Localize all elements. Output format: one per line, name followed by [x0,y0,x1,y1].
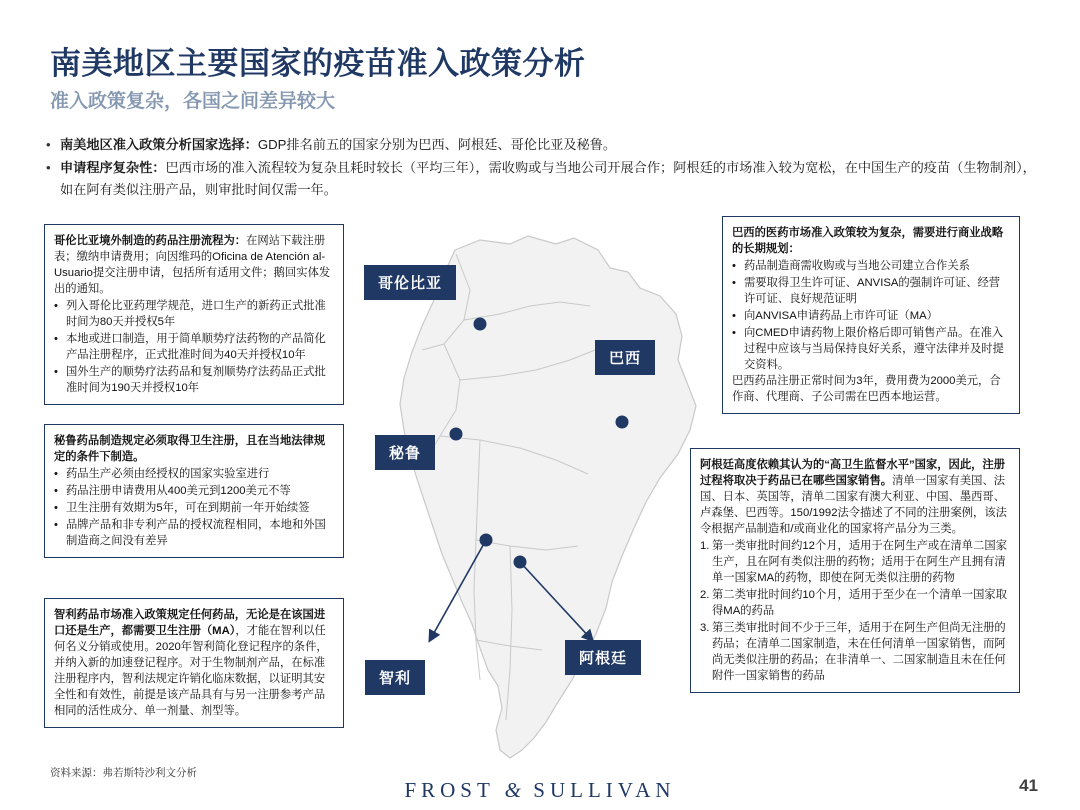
bullet-dot-icon: • [54,468,58,481]
bullet-dot-icon: • [46,137,51,152]
list-item: • 向ANVISA申请药品上市许可证（MA） [732,308,1010,324]
brazil-heading: 巴西的医药市场准入政策较为复杂，需要进行商业战略的长期规划： [732,227,1004,256]
list-item: • 列入哥伦比亚药理学规范，进口生产的新药正式批准时间为80天并授权5年 [54,298,334,330]
brand-left: FROST [404,778,495,802]
textbox-argentina [690,448,1020,693]
textbox-chile [44,598,344,728]
top-bullet-2 [46,157,1036,200]
page-subtitle: 准入政策复杂，各国之间差异较大 [50,91,336,112]
argentina-heading: 阿根廷高度依赖其认为的“高卫生监督水平”国家，因此，注册过程将取决于药品已在哪些国家销售。 [700,459,1006,488]
list-item: • 本地或进口制造，用于简单顺势疗法药物的产品简化产品注册程序，正式批准时间为40天并授权10年 [54,331,334,363]
peru-list [54,466,334,549]
map-label-chile: 智利 [365,660,425,695]
top-bullet-2-label: 申请程序复杂性： [60,160,166,176]
list-item: • 国外生产的顺势疗法药品和复剂顺势疗法药品正式批准时间为190天并授权10年 [54,364,334,396]
colombia-heading: 哥伦比亚境外制造的药品注册流程为： [54,235,247,247]
page-number: 41 [1019,776,1038,795]
bullet-dot-icon: • [46,160,51,176]
brazil-list [732,258,1010,373]
list-item: • 向CMED申请药物上限价格后即可销售产品。在准入过程中应该与当局保持良好关系，遵守法律并及时提交资料。 [732,325,1010,373]
list-item: • 药品生产必须由经授权的国家实验室进行 [54,466,334,482]
textbox-colombia [44,224,344,405]
list-item: • 药品注册申请费用从400美元到1200美元不等 [54,483,334,499]
top-bullets [46,134,1036,202]
argentina-ordered-list [700,538,1010,684]
bullet-dot-icon: • [54,519,58,532]
list-item: • 卫生注册有效期为5年，可在到期前一年开始续签 [54,500,334,516]
bullet-dot-icon: • [732,327,736,340]
source-note: 资料来源：弗若斯特沙利文分析 [50,767,197,779]
list-item: • 品牌产品和非专利产品的授权流程相同，本地和外国制造商之间没有差异 [54,517,334,549]
bullet-dot-icon: • [54,333,58,346]
colombia-intro: 在网站下载注册表；缴纳申请费用；向因维玛的Oficina de Atención al-Usuario提交注册申请，包括所有适用文件；鹅回实体发出的通知。 [54,235,331,296]
map-dot-brazil [616,416,629,429]
brand-logo [0,778,1080,803]
map-dot-peru [450,428,463,441]
bullet-dot-icon: • [732,277,736,290]
colombia-list [54,298,334,396]
textbox-peru [44,424,344,558]
list-number: 2. [700,589,710,602]
brand-ampersand: & [504,778,524,802]
textbox-brazil [722,216,1020,414]
map-landmass [400,236,696,758]
bullet-dot-icon: • [54,485,58,498]
list-item: • 需要取得卫生许可证、ANVISA的强制许可证、经营许可证、良好规范证明 [732,275,1010,307]
top-bullet-1 [46,134,1036,155]
page-title: 南美地区主要国家的疫苗准入政策分析 [50,46,586,81]
peru-heading: 秘鲁药品制造规定必须取得卫生注册，且在当地法律规定的条件下制造。 [54,435,326,464]
map-label-peru: 秘鲁 [375,435,435,470]
map-label-colombia: 哥伦比亚 [364,265,456,300]
bullet-dot-icon: • [54,300,58,313]
chile-text: ，才能在智利以任何名义分销或使用。2020年智利简化登记程序的条件，并纳入新的加速登记程序。对于生物制剂产品，在标准注册程序内，智利法规定许销化临床数据，以证明其安全性和有效性，前提是该产品具有与另一注册参考产品相同的活性成分、单一剂量、剂型等。 [54,625,328,718]
top-bullet-1-text: GDP排名前五的国家分别为巴西、阿根廷、哥伦比亚及秘鲁。 [257,137,617,152]
brand-right: SULLIVAN [533,778,676,802]
map-label-argentina: 阿根廷 [565,640,641,675]
list-item: 2. 第二类审批时间约10个月，适用于至少在一个清单一国家取得MA的药品 [700,587,1010,619]
list-item: 3. 第三类审批时间不少于三年，适用于在阿生产但尚无注册的药品；在清单二国家制造，未在任何清单一国家销售，而阿尚无类似注册的药品；在非清单一、二国家制造且未在任何附件一国家销售的药品 [700,620,1010,684]
list-item: • 药品制造商需收购或与当地公司建立合作关系 [732,258,1010,274]
list-number: 1. [700,540,710,553]
map-label-brazil: 巴西 [595,340,655,375]
bullet-dot-icon: • [54,502,58,515]
top-bullet-2-text: 巴西市场的准入流程较为复杂且耗时较长（平均三年），需收购或与当地公司开展合作；阿根廷的市场准入较为宽松，在中国生产的疫苗（生物制剂），如在阿有类似注册产品，则审批时间仅需一年。 [60,160,1036,197]
map-dot-colombia [474,318,487,331]
argentina-intro: 清单一国家有美国、法国、日本、英国等，清单二国家有澳大利亚、中国、墨西哥、卢森堡、巴西等。150/1992法令描述了不同的注册案例，该法令根据产品制造和/或商业化的国家将产品分为三类。 [700,475,1007,536]
chile-heading: 智利药品市场准入政策规定任何药品，无论是在该国进口还是生产，都需要卫生注册（MA） [54,609,326,638]
bullet-dot-icon: • [732,260,736,273]
bullet-dot-icon: • [732,310,736,323]
top-bullet-1-label: 南美地区准入政策分析国家选择： [60,137,258,152]
list-number: 3. [700,622,710,635]
list-item: 1. 第一类审批时间约12个月，适用于在阿生产或在清单二国家生产，且在阿有类似注册的药物；适用于在阿生产且拥有清单一国家MA的药物，即使在阿无类似注册的药物 [700,538,1010,586]
brazil-tail: 巴西药品注册正常时间为3年，费用费为2000美元，合作商、代理商、子公司需在巴西本地运营。 [732,375,1001,404]
bullet-dot-icon: • [54,366,58,379]
